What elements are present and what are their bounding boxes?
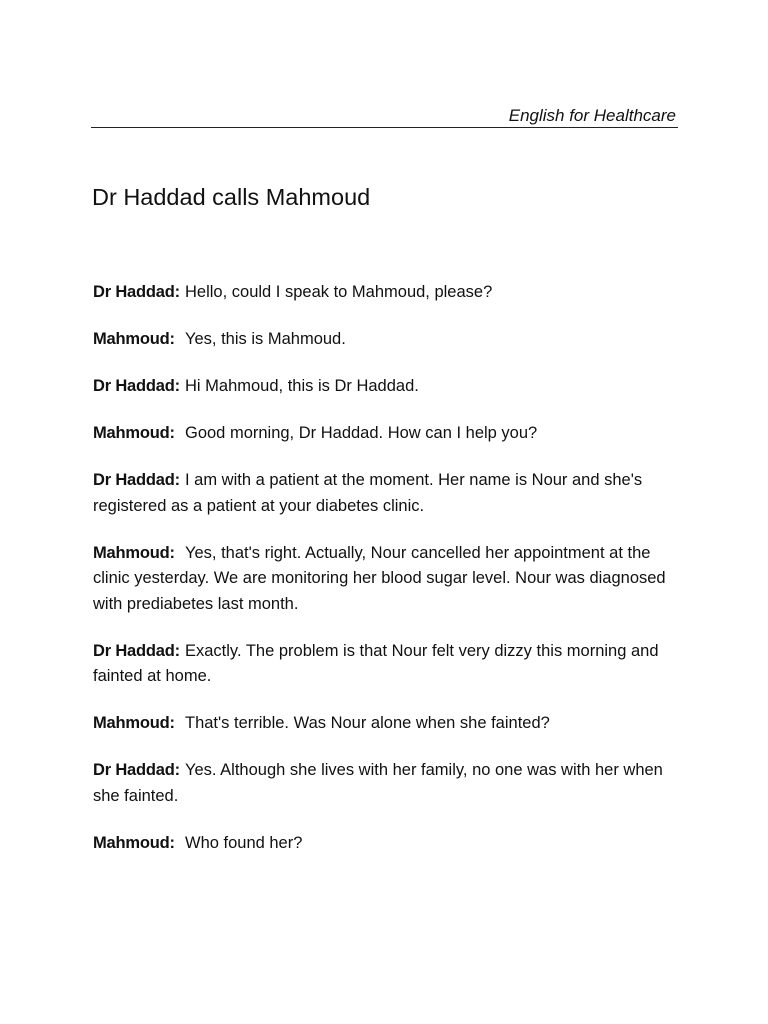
speaker-label: Mahmoud:	[93, 543, 175, 562]
dialogue-turn	[93, 541, 673, 618]
speaker-label: Mahmoud:	[93, 330, 175, 348]
speaker-label: Mahmoud:	[93, 714, 175, 732]
dialogue-line: I am with a patient at the moment. Her name is Nour and she's registered as a patient at your diabetes clinic.	[93, 471, 643, 515]
dialogue-line: Hello, could I speak to Mahmoud, please?	[185, 283, 493, 301]
speaker-label: Dr Haddad:	[93, 471, 180, 489]
speaker-label: Dr Haddad:	[93, 377, 180, 395]
dialogue-turn	[93, 758, 673, 809]
dialogue-turn	[93, 421, 673, 447]
running-header: English for Healthcare	[508, 106, 676, 125]
dialogue-line: Who found her?	[185, 833, 303, 852]
dialogue-turn	[93, 374, 673, 400]
dialogue-turn	[93, 468, 673, 519]
speaker-label: Dr Haddad:	[93, 761, 180, 779]
dialogue-turn	[93, 831, 673, 857]
dialogue-turn	[93, 280, 673, 306]
dialogue-line: Yes, this is Mahmoud.	[185, 330, 346, 348]
speaker-label: Dr Haddad:	[93, 283, 180, 301]
dialogue-line: Exactly. The problem is that Nour felt very dizzy this morning and fainted at home.	[93, 641, 659, 685]
dialogue-line: Yes. Although she lives with her family, no one was with her when she fainted.	[93, 761, 663, 805]
dialogue-line: Hi Mahmoud, this is Dr Haddad.	[185, 377, 419, 395]
speaker-label: Mahmoud:	[93, 833, 175, 852]
dialogue-turn	[93, 711, 673, 737]
header-rule	[91, 127, 678, 128]
dialogue-line: Good morning, Dr Haddad. How can I help you?	[185, 424, 538, 442]
dialogue-line: Yes, that's right. Actually, Nour cancelled her appointment at the clinic yesterday. We are monitoring her blood sugar level. Nour was diagnosed with prediabetes last month.	[93, 543, 666, 613]
speaker-label: Dr Haddad:	[93, 641, 180, 660]
speaker-label: Mahmoud:	[93, 424, 175, 442]
dialogue-turn	[93, 639, 673, 690]
dialogue	[93, 280, 673, 878]
dialogue-turn	[93, 327, 673, 353]
page-title: Dr Haddad calls Mahmoud	[92, 184, 371, 210]
dialogue-line: That's terrible. Was Nour alone when she fainted?	[185, 714, 550, 732]
